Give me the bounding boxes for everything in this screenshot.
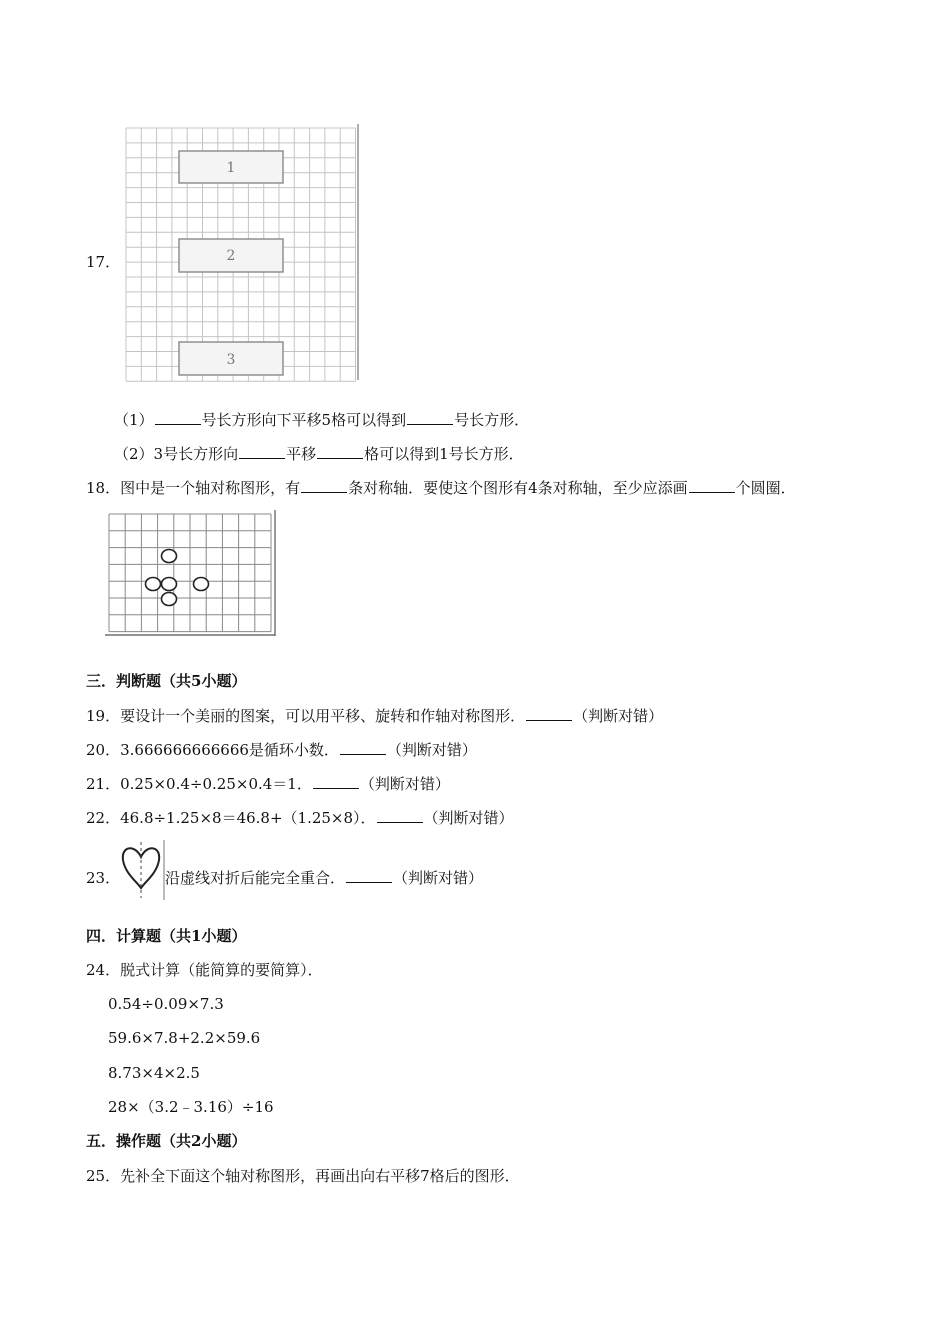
q24-item: 59.6×7.8+2.2×59.6 [108, 1029, 261, 1047]
q17-grid-figure [122, 124, 362, 384]
circle-right [194, 578, 209, 591]
q24-item: 0.54÷0.09×7.3 [108, 995, 224, 1013]
answer-blank[interactable] [317, 444, 363, 459]
answer-blank[interactable] [340, 740, 386, 755]
q21-stem: 21．0.25×0.4÷0.25×0.4＝1． [86, 775, 312, 793]
section-4-title: 四．计算题（共1小题） [86, 927, 247, 945]
q22-hint: （判断对错） [423, 809, 514, 827]
q19-hint: （判断对错） [573, 707, 664, 725]
rect-3-label: 3 [226, 352, 236, 368]
answer-blank[interactable] [239, 444, 285, 459]
q17-sub1 [114, 410, 529, 430]
q17-sub1-part-c: 号长方形． [454, 411, 530, 429]
q17-sub2 [114, 444, 524, 464]
q20 [86, 740, 477, 760]
q23-stem: 沿虚线对折后能完全重合． [165, 869, 346, 887]
q17-sub1-part-b: 号长方形向下平移5格可以得到 [201, 411, 407, 429]
q17-sub2-part-a: （2）3号长方形向 [114, 445, 239, 463]
q18-grid-figure [105, 510, 277, 638]
q18-part-a: 18．图中是一个轴对称图形，有 [86, 479, 301, 497]
q24-item: 28×（3.2﹣3.16）÷16 [108, 1098, 274, 1116]
rect-2-label: 2 [226, 248, 236, 264]
section-5-title: 五．操作题（共2小题） [86, 1132, 247, 1150]
answer-blank[interactable] [377, 808, 423, 823]
answer-blank[interactable] [526, 706, 572, 721]
answer-blank[interactable] [689, 478, 735, 493]
q24-item: 8.73×4×2.5 [108, 1064, 200, 1082]
q23-number: 23． [86, 869, 121, 887]
q23 [165, 868, 483, 888]
q17-sub2-part-c: 格可以得到1号长方形． [364, 445, 524, 463]
rectangle-3 [179, 342, 283, 375]
q23-hint: （判断对错） [393, 869, 484, 887]
q18-part-b: 条对称轴．要使这个图形有4条对称轴，至少应添画 [348, 479, 688, 497]
q18-stem [86, 478, 796, 498]
q21-hint: （判断对错） [359, 775, 450, 793]
answer-blank[interactable] [407, 410, 453, 425]
q22-stem: 22．46.8÷1.25×8＝46.8+（1.25×8）． [86, 809, 376, 827]
heart-figure [118, 840, 166, 902]
q20-hint: （判断对错） [386, 741, 477, 759]
q22 [86, 808, 514, 828]
section-3-title: 三．判断题（共5小题） [86, 672, 247, 690]
q17-number: 17． [86, 253, 121, 271]
answer-blank[interactable] [301, 478, 347, 493]
circle-bottom [162, 593, 177, 606]
q21 [86, 774, 450, 794]
rect-1-label: 1 [226, 160, 236, 176]
answer-blank[interactable] [346, 868, 392, 883]
q17-sub1-part-a: （1） [114, 411, 154, 429]
circle-center [162, 578, 177, 591]
q17-sub2-part-b: 平移 [286, 445, 317, 463]
q19 [86, 706, 663, 726]
q18-part-c: 个圆圈． [735, 479, 796, 497]
q20-stem: 20．3.666666666666是循环小数． [86, 741, 339, 759]
answer-blank[interactable] [313, 774, 359, 789]
answer-blank[interactable] [155, 410, 201, 425]
q25-stem: 25．先补全下面这个轴对称图形，再画出向右平移7格后的图形． [86, 1167, 520, 1185]
rectangle-2 [179, 239, 283, 272]
q24-stem: 24．脱式计算（能简算的要简算）． [86, 961, 323, 979]
rectangle-1 [179, 151, 283, 183]
q19-stem: 19．要设计一个美丽的图案，可以用平移、旋转和作轴对称图形． [86, 707, 526, 725]
circle-middle-left [146, 578, 161, 591]
circle-top [162, 550, 177, 563]
